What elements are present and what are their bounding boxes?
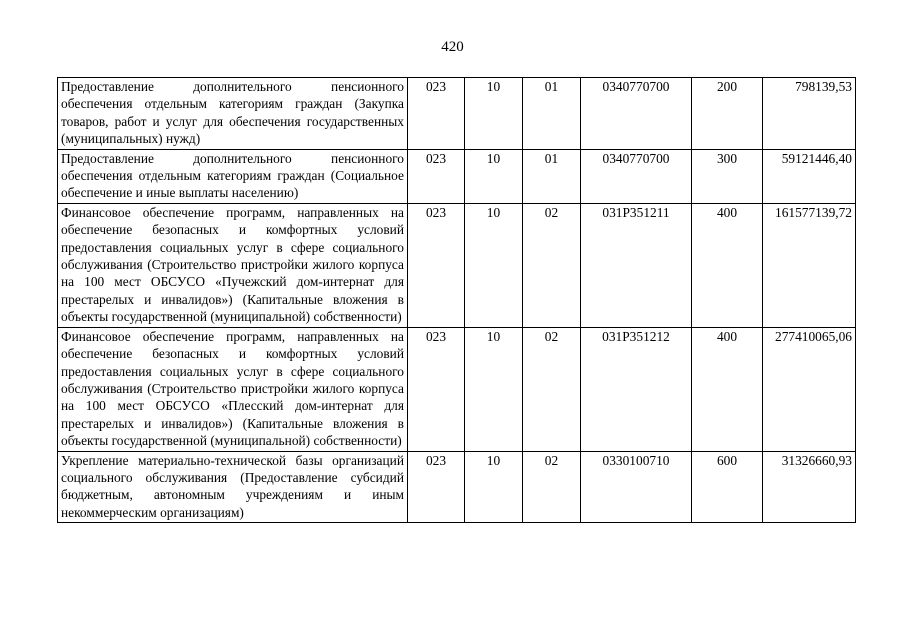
amount-cell: 31326660,93 [763, 451, 856, 523]
amount-cell: 277410065,06 [763, 327, 856, 451]
table-row [58, 203, 856, 327]
target-article-cell: 031P351212 [581, 327, 692, 451]
subsection-code-cell: 02 [523, 451, 581, 523]
section-code-cell: 10 [465, 451, 523, 523]
ministry-code-cell: 023 [408, 149, 465, 203]
section-code-cell: 10 [465, 149, 523, 203]
table-row [58, 149, 856, 203]
table-row [58, 78, 856, 150]
subsection-code-cell: 02 [523, 203, 581, 327]
expense-name-cell: Предоставление дополнительного пенсионного обеспечения отдельным категориям граждан (Социальное обеспечение и иные выплаты населению) [58, 149, 408, 203]
ministry-code-cell: 023 [408, 327, 465, 451]
expense-type-cell: 300 [692, 149, 763, 203]
subsection-code-cell: 02 [523, 327, 581, 451]
table-row [58, 451, 856, 523]
target-article-cell: 031P351211 [581, 203, 692, 327]
budget-table [57, 77, 856, 523]
expense-name-cell: Финансовое обеспечение программ, направленных на обеспечение безопасных и комфортных условий предоставления социальных услуг в сфере социального обслуживания (Строительство пристройки жилого корпуса на 100 мест ОБСУСО «Пучежский дом-интернат для престарелых и инвалидов») (Капитальные вложения в объекты государственной (муниципальной) собственности) [58, 203, 408, 327]
target-article-cell: 0330100710 [581, 451, 692, 523]
subsection-code-cell: 01 [523, 78, 581, 150]
amount-cell: 161577139,72 [763, 203, 856, 327]
expense-name-cell: Укрепление материально-технической базы организаций социального обслуживания (Предоставление субсидий бюджетным, автономным учреждениям и иным некоммерческим организациям) [58, 451, 408, 523]
amount-cell: 59121446,40 [763, 149, 856, 203]
ministry-code-cell: 023 [408, 78, 465, 150]
expense-type-cell: 400 [692, 203, 763, 327]
expense-type-cell: 200 [692, 78, 763, 150]
section-code-cell: 10 [465, 327, 523, 451]
subsection-code-cell: 01 [523, 149, 581, 203]
ministry-code-cell: 023 [408, 451, 465, 523]
ministry-code-cell: 023 [408, 203, 465, 327]
target-article-cell: 0340770700 [581, 78, 692, 150]
table-row [58, 327, 856, 451]
section-code-cell: 10 [465, 203, 523, 327]
expense-name-cell: Предоставление дополнительного пенсионного обеспечения отдельным категориям граждан (Закупка товаров, работ и услуг для обеспечения государственных (муниципальных) нужд) [58, 78, 408, 150]
expense-type-cell: 400 [692, 327, 763, 451]
amount-cell: 798139,53 [763, 78, 856, 150]
section-code-cell: 10 [465, 78, 523, 150]
target-article-cell: 0340770700 [581, 149, 692, 203]
expense-type-cell: 600 [692, 451, 763, 523]
page-number: 420 [441, 39, 464, 55]
expense-name-cell: Финансовое обеспечение программ, направленных на обеспечение безопасных и комфортных условий предоставления социальных услуг в сфере социального обслуживания (Строительство пристройки жилого корпуса на 100 мест ОБСУСО «Плесский дом-интернат для престарелых и инвалидов») (Капитальные вложения в объекты государственной (муниципальной) собственности) [58, 327, 408, 451]
